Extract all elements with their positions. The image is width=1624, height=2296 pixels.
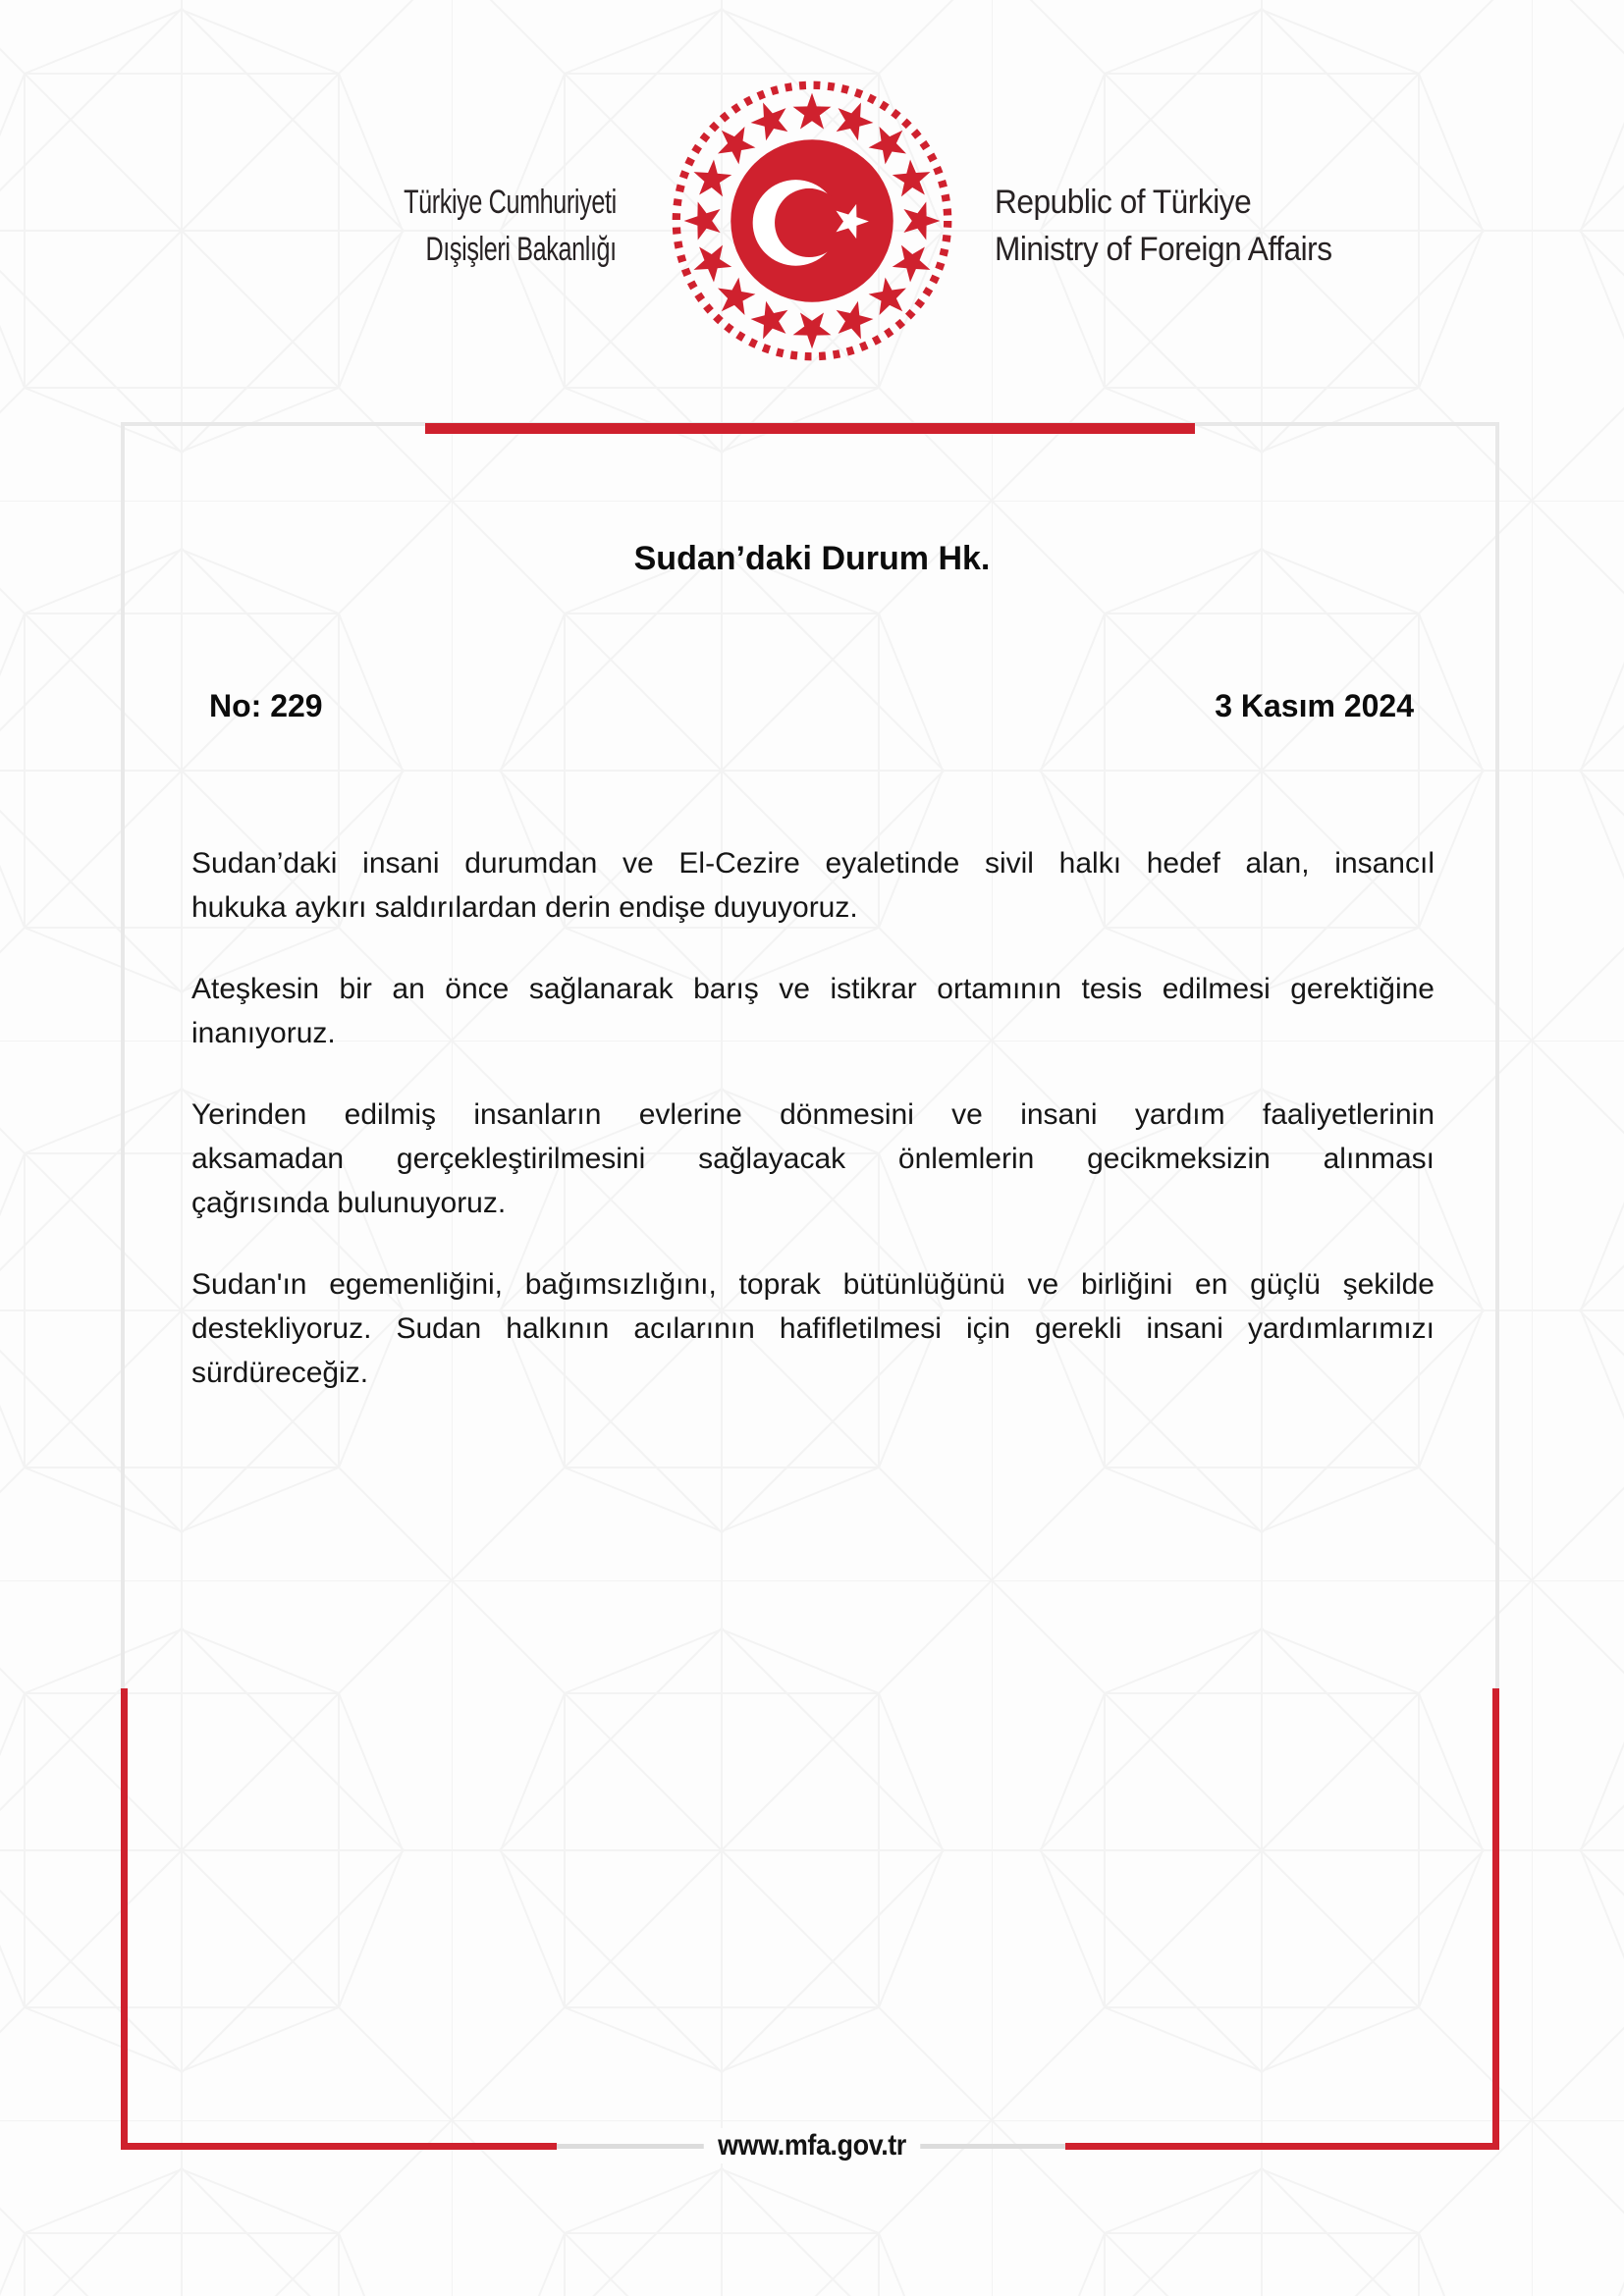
header-left-wordmark <box>404 179 617 273</box>
frame-left-line-red <box>121 1688 128 2150</box>
frame-bottom-line-red-right <box>1065 2143 1499 2150</box>
paragraph <box>191 841 1435 930</box>
text-line: sürdüreceğiz. <box>191 1357 369 1389</box>
ministry-emblem-icon <box>669 78 955 364</box>
paragraph <box>191 967 1435 1055</box>
text-line: destekliyoruz. Sudan halkının acılarının hafifletilmesi için gerekli insani yardımlarımızı <box>191 1312 1435 1345</box>
text-line: Sudan'ın egemenliğini, bağımsızlığını, toprak bütünlüğünü ve birliğini en güçlü şekilde <box>191 1268 1435 1301</box>
frame-left-line-gray <box>121 422 125 1688</box>
document-date: 3 Kasım 2024 <box>1215 688 1414 723</box>
text-line: aksamadan gerçekleştirilmesini sağlayacak önlemlerin gecikmeksizin alınması <box>191 1143 1435 1175</box>
wordmark-line: Dışişleri Bakanlığı <box>425 231 617 268</box>
frame-bottom-line-red-left <box>121 2143 557 2150</box>
paragraph <box>191 1262 1435 1395</box>
text-line: Yerinden edilmiş insanların evlerine dönmesini ve insani yardım faaliyetlerinin <box>191 1098 1435 1131</box>
page-title: Sudan’daki Durum Hk. <box>633 539 991 577</box>
wordmark-line: Ministry of Foreign Affairs <box>995 231 1332 268</box>
footer-website: www.mfa.gov.tr <box>704 2128 921 2163</box>
header-right-wordmark <box>995 179 1332 273</box>
document-body <box>191 841 1435 1432</box>
text-line: çağrısında bulunuyoruz. <box>191 1187 507 1219</box>
text-line: hukuka aykırı saldırılardan derin endişe duyuyoruz. <box>191 891 858 924</box>
frame-right-line-gray <box>1495 422 1499 1688</box>
wordmark-line: Türkiye Cumhuriyeti <box>404 184 617 221</box>
text-line: Sudan’daki insani durumdan ve El-Cezire eyaletinde sivil halkı hedef alan, insancıl <box>191 847 1435 880</box>
text-line: inanıyoruz. <box>191 1017 336 1049</box>
wordmark-line: Republic of Türkiye <box>995 184 1252 221</box>
title-red-bar <box>425 423 1195 434</box>
paragraph <box>191 1093 1435 1225</box>
text-line: Ateşkesin bir an önce sağlanarak barış ve istikrar ortamının tesis edilmesi gerektiğine <box>191 973 1435 1005</box>
document-number: No: 229 <box>209 688 323 723</box>
frame-right-line-red <box>1492 1688 1499 2150</box>
